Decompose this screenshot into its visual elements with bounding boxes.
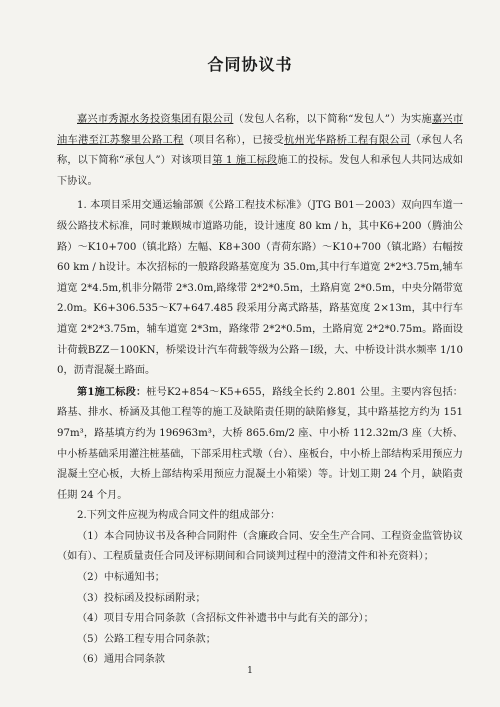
list-item: （4）项目专用合同条款（含招标文件补遗书中与此有关的部分）； bbox=[77, 613, 374, 625]
contractor-name: 杭州光华路桥工程有限公司 bbox=[284, 134, 411, 146]
clause-1: 1. 本项目采用交通运输部颁《公路工程技术标准》（JTG B01－2003）双向四车道一级公路技术标准，同时兼顾城市道路功能，设计速度 80 km / h，其中K6+200（腾油公路）～K10+700（镇北路）左幅、K8+300（青荷东路）～K10+700（镇北路）右幅按 60 km / h设计。本次招标的一般路段路基宽度为 35.0m,其中行车道宽 2*2*3.75m,辅车道宽 2*4.5m,机非分隔带 2*3.0m,路缘带 2*2*0.5m，土路肩宽 2*0.5m，中央分隔带宽 2.0m。K6+306.535～K7+647.485 段采用分离式路基，路基宽度 2×13m，其中行车道宽 2*2*3.75m，辅车道宽 2*3m，路缘带 2*2*0.5m，土路肩宽 2*2*0.75m。路面设计荷载BZZ－100KN，桥梁设计汽车荷载等级为公路－Ⅰ级，大、中桥设计洪水频率 1/100，沥青混凝土路面。 bbox=[57, 200, 463, 377]
list-item: （3）投标函及投标函附录； bbox=[77, 592, 206, 604]
intro-text-4: 施工的投标。发包人和承包人共同达成如下协议。 bbox=[57, 155, 463, 187]
employer-name: 嘉兴市秀源水务投资集团有限公司 bbox=[77, 114, 234, 125]
intro-paragraph bbox=[57, 110, 463, 192]
list-item: （1）本合同协议书及各种合同附件（含廉政合同、安全生产合同、工程资金监管协议（如有）、工程质量责任合同及评标期间和合同谈判过程中的澄清文件和补充资料）； bbox=[57, 530, 463, 563]
section-name: 第 1 施工标段 bbox=[212, 155, 278, 167]
project-name: 嘉兴市油车港至江苏黎里公路工程 bbox=[57, 114, 463, 146]
list-item: （5）公路工程专用合同条款； bbox=[77, 633, 216, 645]
section-1-paragraph bbox=[57, 382, 463, 507]
section-1-label: 第1施工标段： bbox=[77, 385, 147, 398]
list-item: （2）中标通知书； bbox=[77, 572, 165, 584]
intro-text-1: （发包人名称，以下简称“发包人”）为实施 bbox=[233, 114, 432, 125]
document-body bbox=[57, 110, 463, 671]
document-title: 合同协议书 bbox=[207, 55, 293, 74]
list-item: （6）通用合同条款 bbox=[77, 654, 165, 666]
section-1-text: 桩号K2+854～K5+655，路线全长约 2.801 公里。主要内容包括：路基、排水、桥涵及其他工程等的施工及缺陷责任期的缺陷修复，其中路基挖方约为 15197m³，路基填方约为 196963m³，大桥 865.6m/2 座、中小桥 112.32m/3 座（大桥、中小桥基础采用灌注桩基础，下部采用柱式墩（台）、座板台，中小桥上部结构采用预应力混凝土空心板，大桥上部结构采用预应力混凝土小箱梁）等。计划工期 24 个月，缺陷责任期 24 个月。 bbox=[57, 386, 463, 501]
intro-text-2: （项目名称），已接受 bbox=[183, 134, 285, 146]
page-number: 1 bbox=[247, 666, 253, 676]
intro-text-3: （承包人名称，以下简称“承包人”）对该项目 bbox=[57, 134, 464, 167]
clause-2: 2.下列文件应视为构成合同文件的组成部分： bbox=[77, 510, 281, 522]
